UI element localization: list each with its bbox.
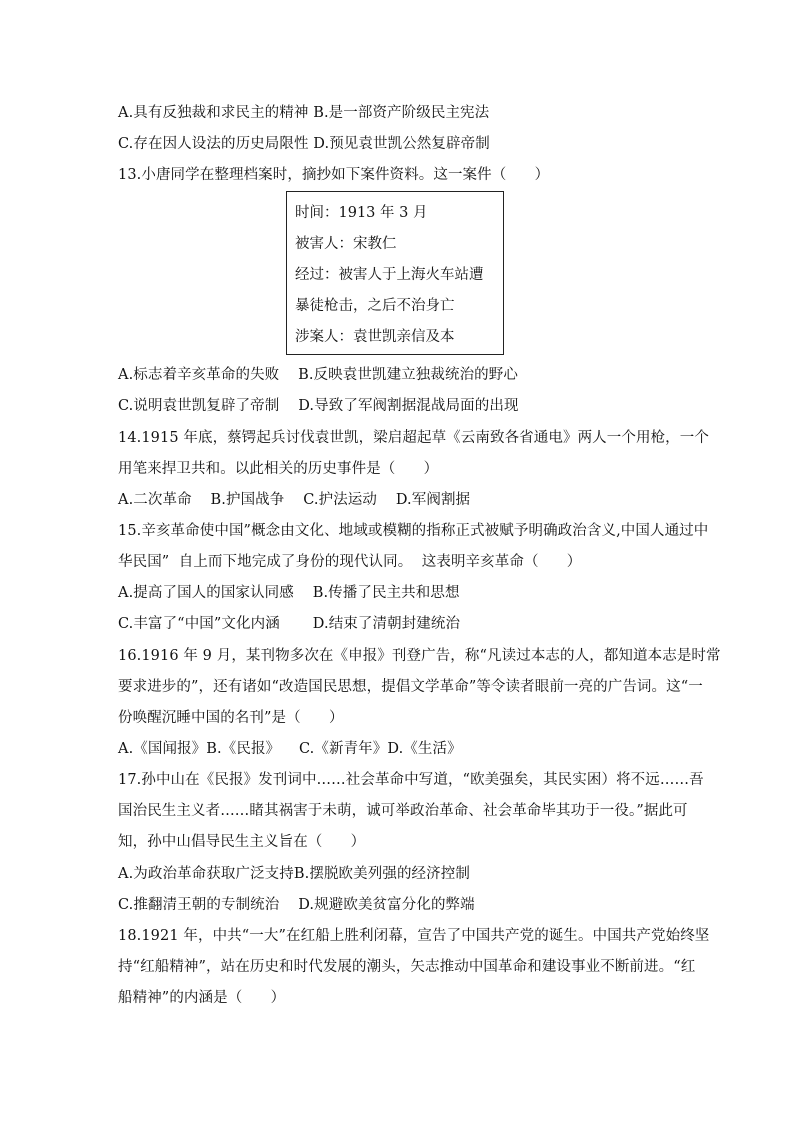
case-time: 时间：1913 年 3 月 <box>295 205 428 221</box>
q15-stem-1: 15.辛亥革命使中国”概念由文化、地域或模糊的指称正式被赋予明确政治含义,中国人通过中 <box>118 523 709 539</box>
q16-stem-2: 要求进步的”，还有诸如“改造国民思想，提倡文学革命”等令读者眼前一亮的广告词。这“一 <box>118 679 703 695</box>
case-process: 经过：被害人于上海火车站遭 <box>295 267 484 283</box>
q18-stem-2: 持“红船精神”，站在历史和时代发展的潮头，矢志推动中国革命和建设事业不断前进。“红 <box>118 959 696 975</box>
q13-option-ab: A.标志着辛亥革命的失败 B.反映袁世凯建立独裁统治的野心 <box>118 367 518 383</box>
case-process-cont: 暴徒枪击，之后不治身亡 <box>295 298 455 314</box>
q14-options: A.二次革命 B.护国战争 C.护法运动 D.军阀割据 <box>118 492 471 508</box>
q15-stem-2: 华民国” 自上而下地完成了身份的现代认同。 这表明辛亥革命（ ） <box>118 554 582 570</box>
q17-option-cd: C.推翻清王朝的专制统治 D.规避欧美贫富分化的弊端 <box>118 897 475 913</box>
q14-stem-1: 14.1915 年底，蔡锷起兵讨伐袁世凯，梁启超起草《云南致各省通电》两人一个用枪，一个 <box>118 430 709 446</box>
q15-option-cd: C.丰富了“中国”文化内涵 D.结束了清朝封建统治 <box>118 616 461 632</box>
q13-stem: 13.小唐同学在整理档案时，摘抄如下案件资料。这一案件（ ） <box>118 167 550 183</box>
q16-stem-1: 16.1916 年 9 月，某刊物多次在《申报》刊登广告，称“凡读过本志的人，都知道本志是时常 <box>118 648 721 664</box>
case-record-box <box>286 191 504 355</box>
case-suspect: 涉案人：袁世凯亲信及本 <box>295 329 455 345</box>
q17-stem-3: 知，孙中山倡导民生主义旨在（ ） <box>118 834 366 850</box>
q17-option-ab: A.为政治革命获取广泛支持B.摆脱欧美列强的经济控制 <box>118 866 470 882</box>
q18-stem-3: 船精神”的内涵是（ ） <box>118 990 286 1006</box>
q12-option-ab: A.具有反独裁和求民主的精神 B.是一部资产阶级民主宪法 <box>118 105 490 121</box>
q12-option-cd: C.存在因人设法的历史局限性 D.预见袁世凯公然复辟帝制 <box>118 136 490 152</box>
q15-option-ab: A.提高了国人的国家认同感 B.传播了民主共和思想 <box>118 585 460 601</box>
q16-stem-3: 份唤醒沉睡中国的名刊”是（ ） <box>118 710 344 726</box>
q17-stem-1: 17.孙中山在《民报》发刊词中……社会革命中写道，“欧美强矣，其民实困）将不远……吾 <box>118 772 704 788</box>
case-victim: 被害人：宋教仁 <box>295 236 397 252</box>
q13-option-cd: C.说明袁世凯复辟了帝制 D.导致了军阀割据混战局面的出现 <box>118 398 519 414</box>
q18-stem-1: 18.1921 年，中共“一大”在红船上胜利闭幕，宣告了中国共产党的诞生。中国共产党始终坚 <box>118 928 710 944</box>
q17-stem-2: 国治民生主义者……睹其祸害于未萌，诚可举政治革命、社会革命毕其功于一役。”据此可 <box>118 803 688 819</box>
q14-stem-2: 用笔来捍卫共和。以此相关的历史事件是（ ） <box>118 461 439 477</box>
q16-options: A.《国闻报》B.《民报》 C.《新青年》D.《生活》 <box>118 741 462 757</box>
